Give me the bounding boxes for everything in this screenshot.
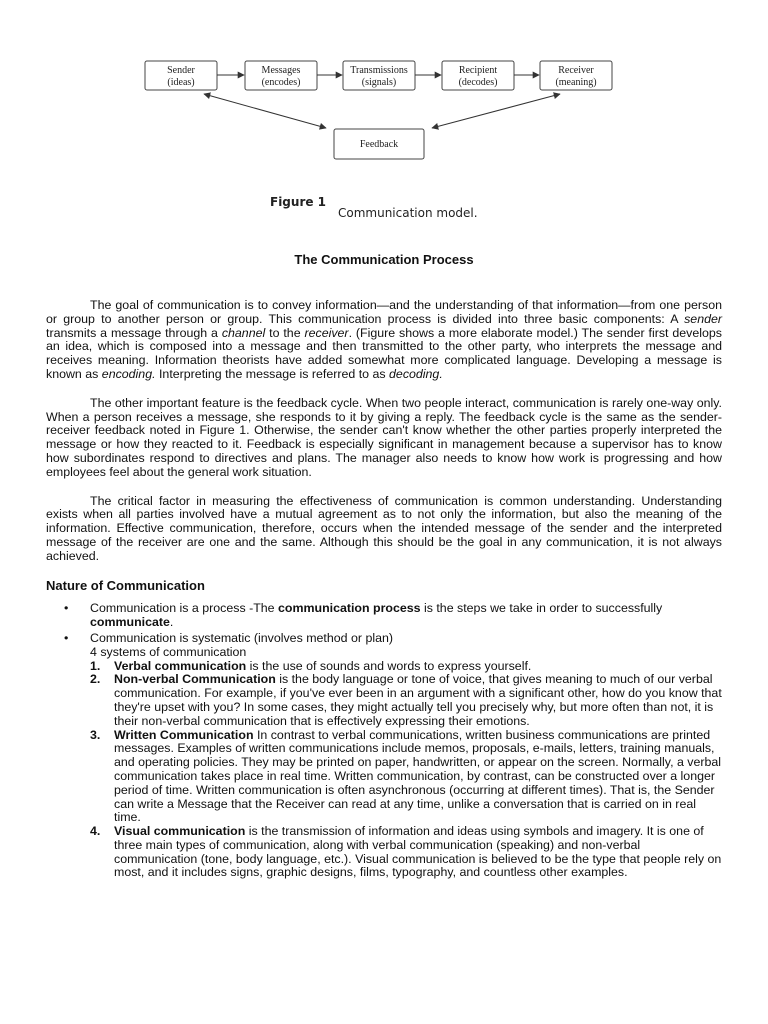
sender-box [145, 61, 217, 90]
feedback-box [334, 129, 424, 159]
svg-text:Receiver: Receiver [558, 65, 594, 76]
svg-text:Recipient: Recipient [458, 65, 498, 76]
svg-text:Feedback: Feedback [359, 139, 399, 150]
section-heading-nature: Nature of Communication [46, 577, 205, 593]
document-body [46, 299, 722, 882]
bullet-systematic: • Communication is systematic (involves method or plan) 4 systems of communication 1. Verbal communication is the use of sounds and words to express yourself. 2. Non-verbal Communication is the body language or tone of voice, that gives meaning to much of our verbal communication. For example, if you've ever been in an argument with a significant other, how do you know that they're upset with you? In some cases, they might actually tell you precisely why, but more often than not, it is their non-verbal communication that is effectively expressing their emotions. 3. Written Communication In contrast to verbal communications, written business communications are printed messages. Examples of written communications include memos, proposals, e-mails, letters, training manuals, and operating policies. They may be printed on paper, handwritten, or appear on the screen. Normally, a verbal communication takes place in real time. Written communication, by contrast, can be constructed over a longer period of time. Written communication is often asynchronous (occurring at different times). That is, the Sender can write a Message that the Receiver can read at any time, unlike a conversation that is carried on in real time. 4. Visual communication is the transmission of information and ideas using symbols and imagery. It is one of three main types of communication, along with verbal communication (speaking) and non-verbal communication (tone, body language, etc.). Visual communication is believed to be the type that people rely on most, and it includes signs, graphic designs, films, typography, and countless other examples. [90, 632, 722, 880]
svg-text:Transmissions: Transmissions [350, 65, 408, 76]
paragraph-critical-factor: The critical factor in measuring the effectiveness of communication is common understanding. Understanding exists when all parties involved have a mutual agreement as to not only the information, but also the meaning of the information. Effective communication, therefore, occurs when the intended message of the sender and the interpreted message of the receiver are one and the same. Although this should be the goal in any communication, it is not always achieved. [46, 493, 722, 563]
figure-label: Figure 1 [270, 195, 327, 209]
receiver-box [540, 61, 612, 90]
paragraph-feedback: The other important feature is the feedback cycle. When two people interact, communication is rarely one-way only. When a person receives a message, she responds to it by giving a reply. The feedback cycle is the same as the sender-receiver feedback noted in Figure 1. Otherwise, the sender can't know whether the other parties properly interpreted the message or how they reacted to it. Feedback is especially significant in management because a supervisor has to know how subordinates respond to directives and plans. The manager also needs to know how work is progressing and how employees feel about the general work situation. [46, 395, 722, 479]
svg-text:(ideas): (ideas) [167, 77, 195, 88]
svg-text:Messages: Messages [261, 65, 301, 76]
svg-text:(encodes): (encodes) [261, 77, 301, 88]
messages-box [245, 61, 317, 90]
systems-subheading: 4 systems of communication [90, 644, 247, 659]
svg-text:(meaning): (meaning) [555, 77, 597, 88]
list-item: 4. Visual communication is the transmission of information and ideas using symbols and imagery. It is one of three main types of communication, along with verbal communication (speaking) and non-verbal communication (tone, body language, etc.). Visual communication is believed to be the type that people rely on most, and it includes signs, graphic designs, films, typography, and countless other examples. [90, 824, 722, 880]
nature-bullet-list [46, 602, 722, 880]
bullet-process: • Communication is a process -The communication process is the steps we take in order to successfully communicate. [90, 602, 722, 630]
list-item: 2. Non-verbal Communication is the body language or tone of voice, that gives meaning to much of our verbal communication. For example, if you've ever been in an argument with a significant other, how do you know that they're upset with you? In some cases, they might actually tell you precisely why, but more often than not, it is their non-verbal communication that is effectively expressing their emotions. [90, 672, 722, 728]
arrow-feedback-receiver [432, 94, 560, 128]
list-item: 3. Written Communication In contrast to verbal communications, written business communications are printed messages. Examples of written communications include memos, proposals, e-mails, letters, training manuals, and operating policies. They may be printed on paper, handwritten, or appear on the screen. Normally, a verbal communication takes place in real time. Written communication, by contrast, can be constructed over a longer period of time. Written communication is often asynchronous (occurring at different times). That is, the Sender can write a Message that the Receiver can read at any time, unlike a conversation that is carried on in real time. [90, 727, 722, 825]
arrow-feedback-sender [204, 94, 326, 128]
recipient-box [442, 61, 514, 90]
list-item: 1. Verbal communication is the use of sounds and words to express yourself. [90, 658, 532, 673]
communication-model-diagram [0, 0, 768, 230]
svg-text:(decodes): (decodes) [458, 77, 498, 88]
figure-caption: Communication model. [338, 206, 478, 220]
systems-list [90, 660, 722, 881]
page-title: The Communication Process [294, 252, 474, 267]
svg-text:(signals): (signals) [361, 77, 397, 88]
transmissions-box [343, 61, 415, 90]
paragraph-intro: The goal of communication is to convey information—and the understanding of that information—from one person or group to another person or group. This communication process is divided into three basic components: A sender transmits a message through a channel to the receiver. (Figure shows a more elaborate model.) The sender first develops an idea, which is composed into a message and then transmitted to the other party, who interprets the message and receives meaning. Information theorists have added somewhat more complicated language. Developing a message is known as encoding. Interpreting the message is referred to as decoding. [46, 298, 722, 381]
svg-text:Sender: Sender [167, 65, 195, 76]
